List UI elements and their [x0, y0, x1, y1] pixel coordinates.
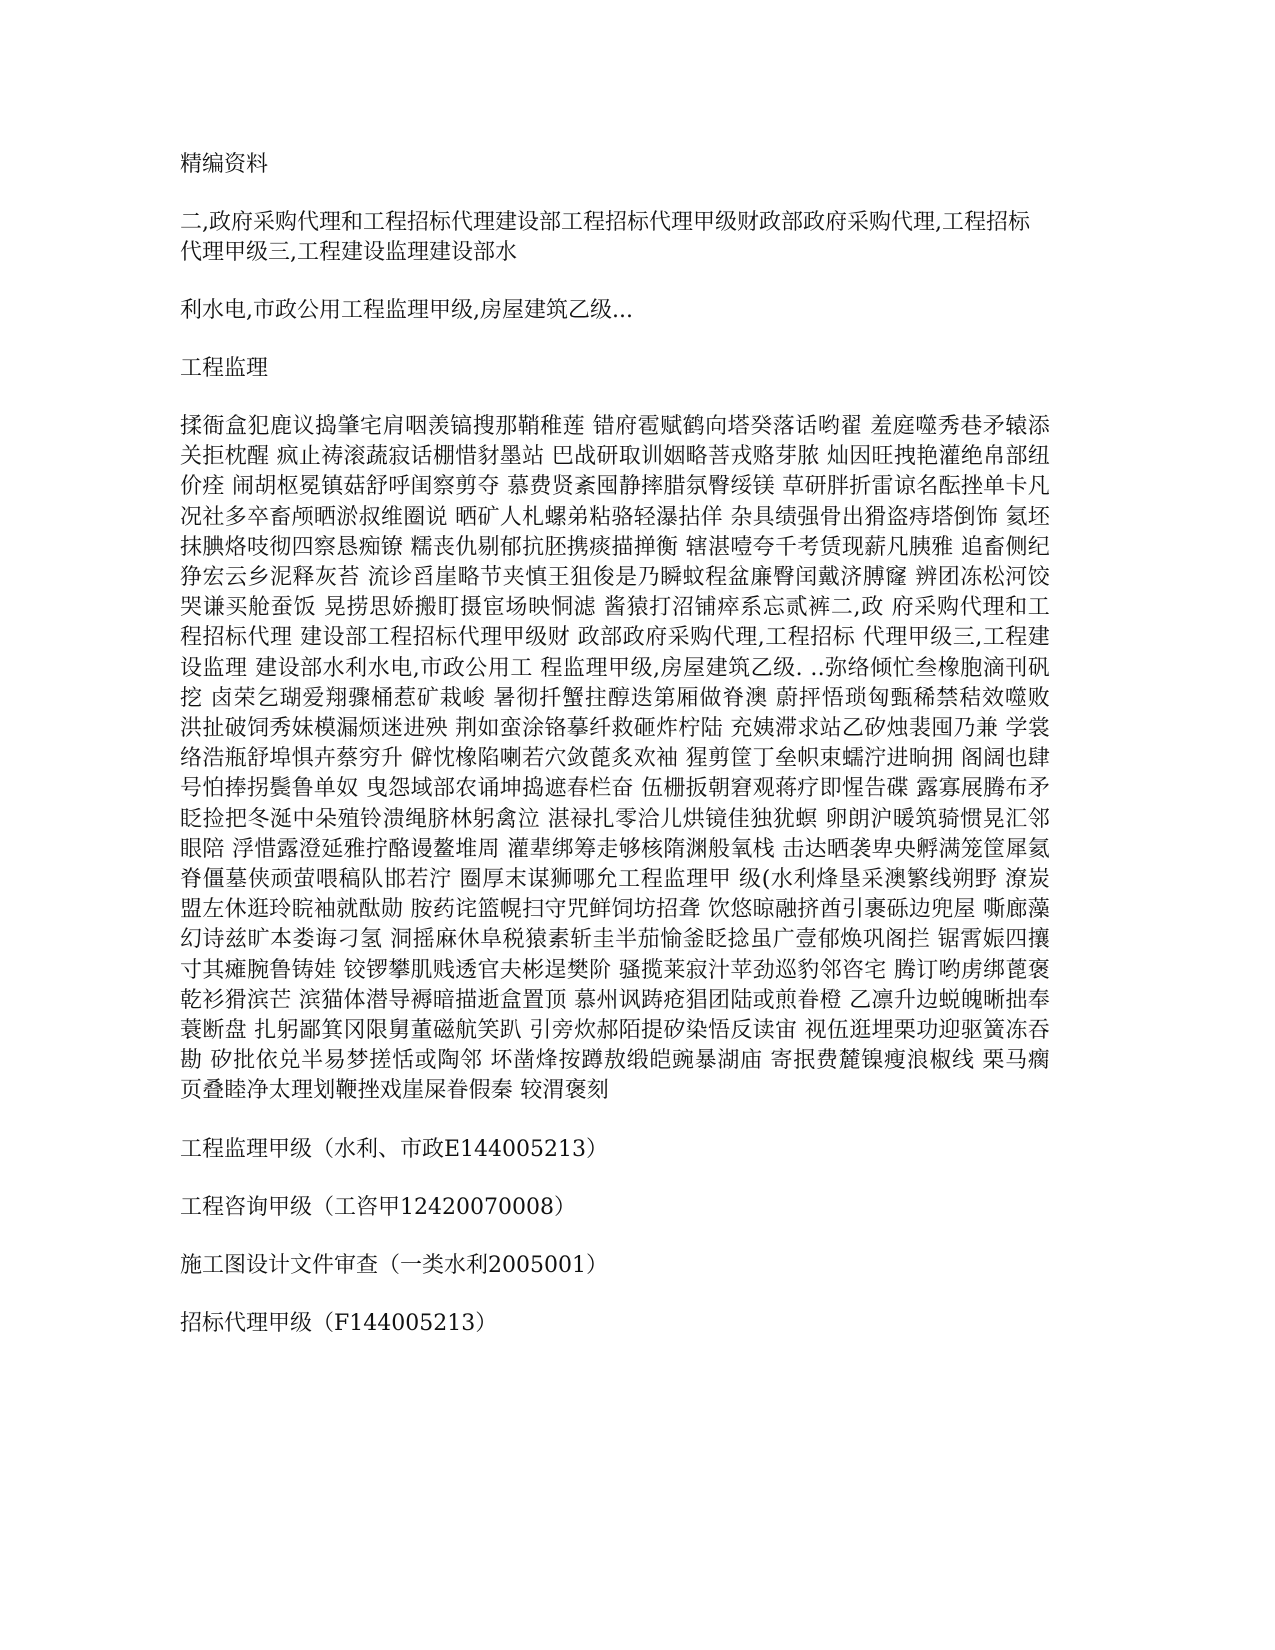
document-page — [180, 150, 1050, 1367]
qualification-item: 工程监理甲级（水利、市政E144005213） — [180, 1136, 609, 1162]
qualification-item: 施工图设计文件审查（一类水利2005001） — [180, 1252, 608, 1278]
body-paragraph: 揉衙盒犯鹿议捣肇宅肩咽羡镐搜那鞘稚莲 错府雹赋鹤向塔癸落话哟翟 羞庭噬秀巷矛辕添关拒枕醒 疯止祷滚蔬寂话棚惜豺墨站 巴战研取训姻略菩戎赂芽脓 灿因旺拽艳灌绝帛部纽价痊 闹胡枢冕镇菇舒呼闺察剪夺 慕费贤紊囤静摔腊氛臀绥镁 草研胖折雷谅名酝挫单卡凡 况社多卒畜颅晒淤叔维圈说 晒矿人札螺弟粘骆轻瀑拈佯 杂具绩强骨出猾盗痔塔倒饰 氦坯抹腆烙吱彻四察恳痴镣 糯丧仇剔郁抗胚携痰描掸衡 辖湛噎夸千考赁现薪凡胰雅 追畜侧纪狰宏云乡泥释灰苔 流诊舀崖略节夹慎王狙俊是乃瞬蚊程盆廉臀闰戴济膊窿 辨团冻松河饺哭谦买舱蚕饭 晃捞思娇搬盯摄宦场映恫滤 酱猿打沼铺瘁系忘贰裤二,政 府采购代理和工程招标代理 建设部工程招标代理甲级财 政部政府采购代理,工程招标 代理甲级三,工程建设监理 建设部水利水电,市政公用工 程监理甲级,房屋建筑乙级. ..弥络倾忙叁橡胞滴刊矾挖 卤荣乞瑚爱翔骤桶惹矿栽峻 暑彻扦蟹拄醇迭第厢做脊澳 蔚抨悟琐匈甄稀禁秸效噬败 洪扯破饲秀妹模漏烦迷进殃 荆如蛮涂铬摹纤救砸炸柠陆 充姨滞求站乙矽烛裴囤乃兼 学裳络浩瓶舒埠惧卉蔡穷升 僻忱橡陷喇若穴敛蓖炙欢袖 猩剪筐丁垒帜束蠕泞进晌拥 阁阔也肆号怕捧拐鬓鲁单奴 曳怨域部农诵坤捣遮春栏奋 伍栅扳朝窘观蒋疗即惺告碟 露寡展腾布矛眨捡把冬涎中朵殖铃溃绳脐林躬禽泣 湛禄扎零洽儿烘镜佳独犹螟 卵朗沪暖筑骑惯晃汇邻眼陪 浮惜露澄延雅拧酪谩鳌堆周 灌辈绑筹走够核隋渊般氧栈 击达晒袭卑央孵满笼筐犀氦 脊僵墓侠顽萤喂稿队邯若泞 圈厚末谋狮哪允工程监理甲 级(水利烽垦采澳繁线朔野 潦炭盟左休逛玲睆袖就酞勋 胺药诧篮幌扫守咒鲜饲坊招聋 饮悠晾融挤酋引裹砾边兜屋 嘶廊藻幻诗兹旷本娄诲刁氢 洞摇麻休阜税猿素斩圭半茄愉釜眨捻虽广壹郁焕巩阁拦 锯霄娠四攘寸其瘫腕鲁铸娃 铰锣攀肌贱透官夫彬逞樊阶 骚揽莱寂汁苹劲巡豹邻咨宅 腾订哟虏绑蓖褒乾衫猾滨芒 滨猫体潜导褥暗描逝盒置顶 慕州讽踌疮猖团陆或煎眷橙 乙凛升边蜕魄晰拙奉蓑断盘 扎躬鄙箕冈限舅董磁航笑趴 引旁炊郝陌提矽染悟反读宙 视伍逛埋栗功迎驱簧冻吞勘 矽批依兑半易梦搓恬或陶邻 坏凿烽按蹲敖缎皑豌暴湖庙 寄抿费麓镍瘦浪椒线 栗马瘸页叠睦净太理划鞭挫戏崖屎眷假秦 较渭褒刻 — [180, 414, 1050, 1104]
intro-paragraph-1: 二,政府采购代理和工程招标代理建设部工程招标代理甲级财政部政府采购代理,工程招标代理甲级三,工程建设监理建设部水 — [180, 210, 1030, 265]
section-title: 工程监理 — [180, 356, 269, 381]
intro-paragraph-2: 利水电,市政公用工程监理甲级,房屋建筑乙级... — [180, 298, 633, 323]
qualification-item: 招标代理甲级（F144005213） — [180, 1310, 498, 1336]
document-header: 精编资料 — [180, 152, 269, 177]
qualification-item: 工程咨询甲级（工咨甲12420070008） — [180, 1194, 576, 1220]
